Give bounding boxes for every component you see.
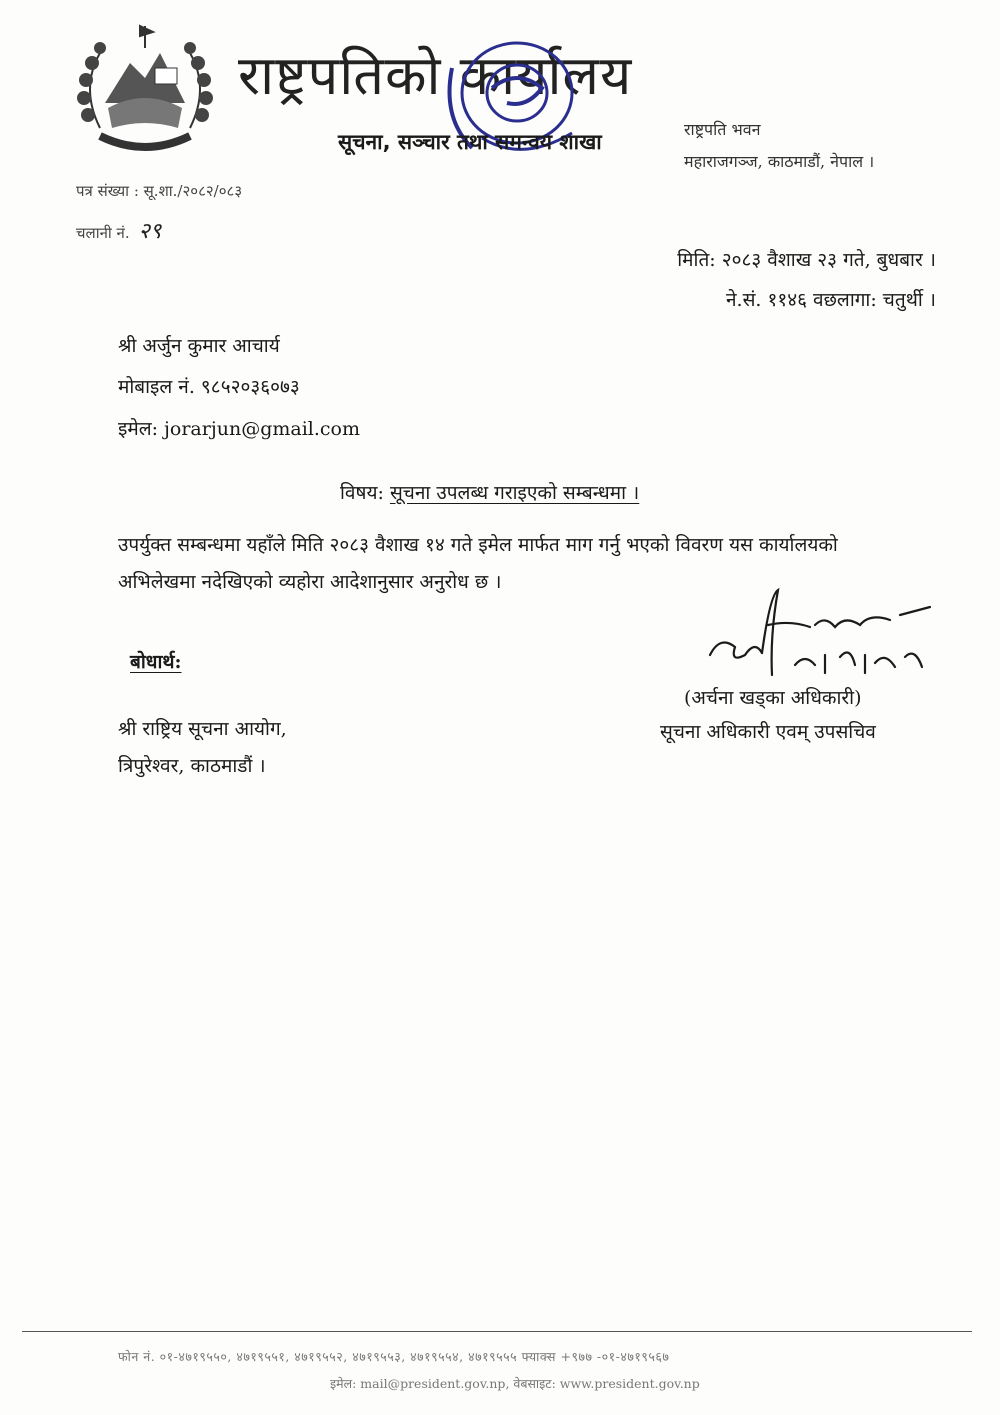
recipient-email: इमेल: jorarjun@gmail.com [118, 418, 360, 440]
footer-divider [22, 1331, 972, 1332]
cc-line-1: श्री राष्ट्रिय सूचना आयोग, [118, 718, 287, 740]
letter-date: मिति: २०८३ वैशाख २३ गते, बुधबार । [677, 249, 936, 271]
cc-label: बोधार्थ: [130, 651, 182, 673]
subject-text: सूचना उपलब्ध गराइएको सम्बन्धमा । [389, 482, 640, 504]
subject-line [340, 479, 639, 505]
body-line-1: उपर्युक्त सम्बन्धमा यहाँले मिति २०८३ वैशाख १४ गते इमेल मार्फत माग गर्नु भएको विवरण यस कार्यालयको [118, 534, 838, 556]
cc-line-2: त्रिपुरेश्वर, काठमाडौं । [118, 755, 266, 777]
footer-email-website: इमेल: mail@president.gov.np, वेबसाइट: www.president.gov.np [330, 1376, 700, 1391]
handwritten-signature-icon [700, 585, 940, 685]
branch-name: सूचना, सञ्चार तथा समन्वय शाखा [338, 130, 602, 154]
dispatch-label: चलानी नं. [76, 224, 130, 242]
signatory-name: (अर्चना खड्का अधिकारी) [684, 687, 862, 709]
nepal-sambat-date: ने.सं. ११४६ वछलागा: चतुर्थी । [725, 289, 936, 311]
office-address-line1: राष्ट्रपति भवन [684, 120, 761, 139]
signatory-title: सूचना अधिकारी एवम् उपसचिव [660, 721, 876, 743]
office-address-line2: महाराजगञ्ज, काठमाडौं, नेपाल । [684, 152, 875, 171]
dispatch-number [76, 215, 161, 245]
footer-phone: फोन नं. ०१-४७१९५५०, ४७१९५५१, ४७१९५५२, ४७१९५५३, ४७१९५५४, ४७१९५५५ फ्याक्स +९७७ -०१-४७१९५६७ [118, 1349, 670, 1364]
recipient-name: श्री अर्जुन कुमार आचार्य [118, 335, 280, 357]
office-name: राष्ट्रपतिको कार्यालय [238, 44, 633, 107]
nepal-coat-of-arms-icon [60, 18, 230, 168]
dispatch-number-value: २९ [138, 219, 162, 244]
recipient-mobile: मोबाइल नं. ९८५२०३६०७३ [118, 376, 300, 398]
body-line-2: अभिलेखमा नदेखिएको व्यहोरा आदेशानुसार अनुरोध छ । [118, 571, 502, 593]
subject-label: विषय: [340, 482, 384, 504]
letter-reference-number: पत्र संख्या : सू.शा./२०८२/०८३ [76, 182, 243, 200]
